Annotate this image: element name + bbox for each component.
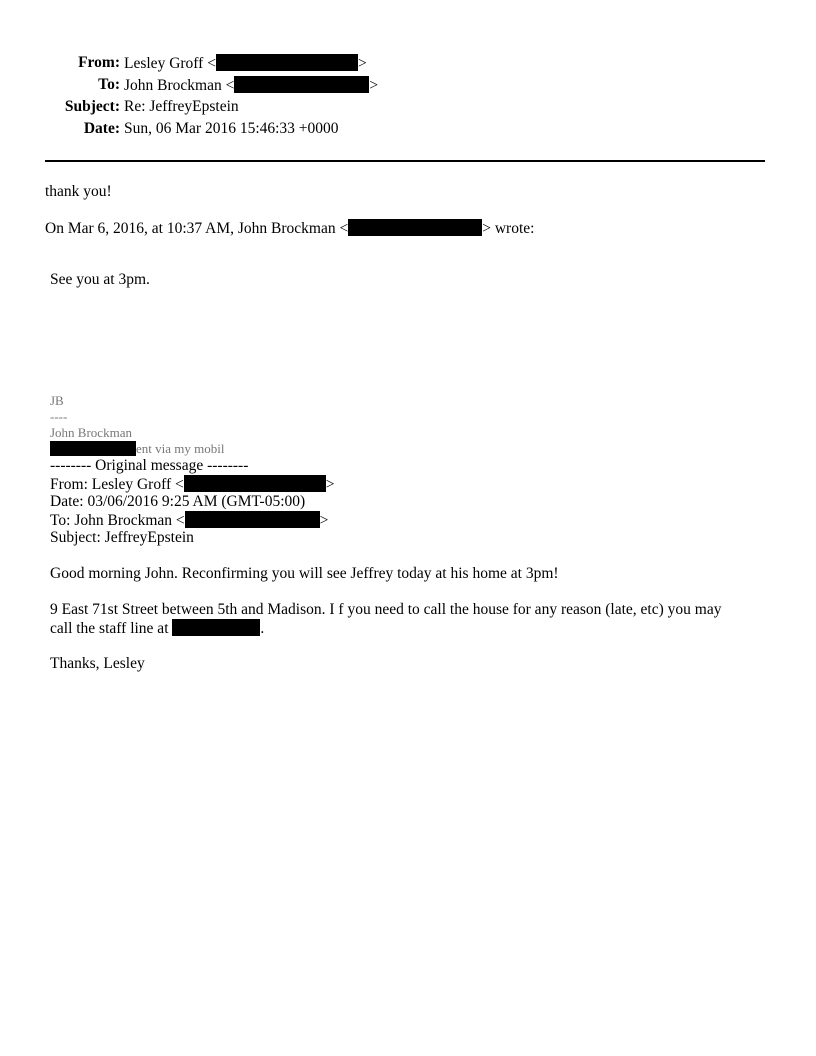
from-name: Lesley Groff <	[124, 55, 216, 72]
signature-dashes: ----	[50, 409, 68, 424]
original-message-header: -------- Original message --------	[50, 457, 249, 474]
from-value	[124, 54, 367, 73]
date-value: Sun, 06 Mar 2016 15:46:33 +0000	[124, 120, 339, 137]
signature-sent-text: ent via my mobil	[136, 441, 225, 456]
subject-label: Subject:	[64, 98, 120, 115]
quote-intro-suffix: > wrote:	[482, 220, 535, 237]
greeting-line: Good morning John. Reconfirming you will see Jeffrey today at his home at 3pm!	[50, 565, 559, 582]
redaction-bar	[185, 511, 320, 528]
to-label: To:	[98, 76, 120, 93]
signature-sent	[50, 441, 224, 457]
signature-initials: JB	[50, 393, 64, 408]
original-subject: Subject: JeffreyEpstein	[50, 529, 194, 546]
original-from-prefix: From: Lesley Groff <	[50, 476, 184, 493]
redaction-bar	[348, 219, 482, 236]
closing: Thanks, Lesley	[50, 655, 145, 672]
original-from	[50, 475, 334, 494]
see-you-text: See you at 3pm.	[50, 271, 150, 288]
original-from-suffix: >	[325, 476, 335, 493]
to-value	[124, 76, 378, 95]
redaction-bar	[172, 619, 260, 636]
address-line-1: 9 East 71st Street between 5th and Madison. I f you need to call the house for any reason (late, etc) you may	[50, 601, 722, 618]
to-name: John Brockman <	[124, 77, 235, 94]
date-label: Date:	[83, 120, 120, 137]
address-line-2	[50, 619, 264, 638]
original-date: Date: 03/06/2016 9:25 AM (GMT-05:00)	[50, 493, 306, 510]
redaction-bar	[50, 441, 136, 456]
original-to	[50, 511, 328, 530]
address-line-2-prefix: call the staff line at	[50, 620, 169, 637]
subject-value: Re: JeffreyEpstein	[124, 98, 239, 115]
redaction-bar	[184, 475, 326, 492]
original-to-prefix: To: John Brockman <	[50, 512, 185, 529]
redaction-bar	[216, 54, 358, 71]
quote-intro-prefix: On Mar 6, 2016, at 10:37 AM, John Brockman <	[45, 220, 349, 237]
original-to-suffix: >	[319, 512, 329, 529]
signature-name: John Brockman	[50, 425, 132, 440]
reply-text: thank you!	[45, 183, 112, 200]
redaction-bar	[234, 76, 369, 93]
from-label: From:	[78, 54, 120, 71]
header-divider	[45, 160, 765, 162]
from-close: >	[357, 55, 367, 72]
quote-intro	[45, 219, 534, 238]
to-close: >	[369, 77, 379, 94]
address-line-2-suffix: .	[260, 620, 265, 637]
